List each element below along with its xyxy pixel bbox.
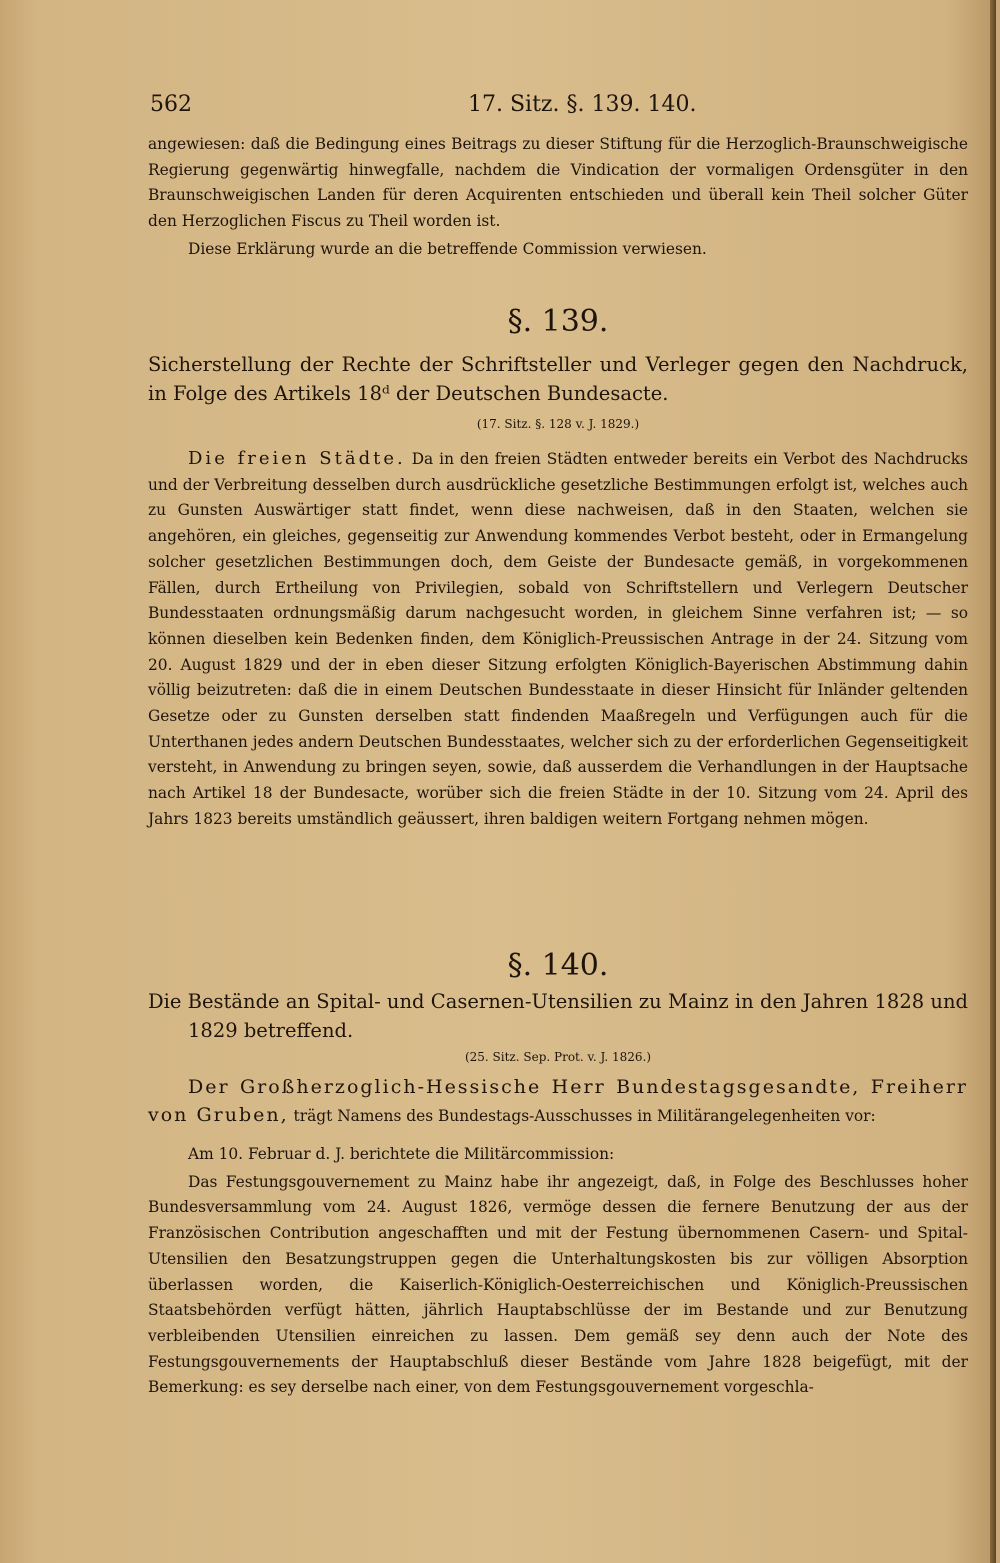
section-139-body-block	[148, 446, 968, 833]
section-140-number: §. 140.	[507, 948, 609, 983]
intro-note: Diese Erklärung wurde an die betreffende Commission verwiesen.	[188, 239, 707, 258]
section-140-reference: (25. Sitz. Sep. Prot. v. J. 1826.)	[464, 1050, 652, 1064]
section-140-title-block	[148, 987, 968, 1045]
intro-paragraph: angewiesen: daß die Bedingung eines Beitrags zu dieser Stiftung für die Herzoglich-Braunschweigische Regierung gegenwärtig hinwegfalle, nachdem die Vindication der vormaligen Ordensgüter in den Braunschweigischen Landen für deren Acquirenten entschieden und überall kein Theil solcher Güter den Herzoglichen Fiscus zu Theil worden ist.	[148, 135, 968, 231]
section-140-body-block	[148, 1074, 968, 1401]
page-edge	[990, 0, 996, 1563]
section-140-intro	[148, 1074, 968, 1130]
section-140-lead: Der Großherzoglich-Hessische Herr Bundestagsgesandte, Freiherr von Gruben,	[148, 1076, 968, 1126]
section-139-lead: Die freien Städte.	[188, 448, 406, 469]
section-139-title: Sicherstellung der Rechte der Schriftsteller und Verleger gegen den Nachdruck, in Folge des Artikels 18ᵈ der Deutschen Bundesacte.	[148, 353, 968, 405]
section-139-body	[148, 446, 968, 833]
intro-block	[148, 132, 968, 263]
section-139-reference: (17. Sitz. §. 128 v. J. 1829.)	[476, 417, 640, 431]
section-140-paragraph-2: Das Festungsgouvernement zu Mainz habe ihr angezeigt, daß, in Folge des Beschlusses hoher Bundesversammlung vom 24. August 1826, vermöge dessen die fernere Benutzung der aus der Französischen Contribution angeschafften und mit der Festung übernommenen Casern- und Spital-Utensilien den Besatzungstruppen gegen die Unterhaltungskosten bis zur völligen Absorption überlassen worden, die Kaiserlich-Königlich-Oesterreichischen und Königlich-Preussischen Staatsbehörden verfügt hätten, jährlich Hauptabschlüsse der im Bestande und zur Benutzung verbleibenden Utensilien einreichen zu lassen. Dem gemäß sey denn auch der Note des Festungsgouvernements der Hauptabschluß dieser Bestände vom Jahre 1828 beigefügt, mit der Bemerkung: es sey derselbe nach einer, von dem Festungsgouvernement vorgeschla-	[148, 1172, 968, 1397]
section-139-title-block	[148, 350, 968, 408]
section-140-title: Die Bestände an Spital- und Casernen-Utensilien zu Mainz in den Jahren 1828 und 1829 betreffend.	[148, 990, 968, 1042]
running-head: 17. Sitz. §. 139. 140.	[468, 92, 697, 117]
page-number: 562	[150, 92, 192, 117]
section-140-paragraph-1: Am 10. Februar d. J. berichtete die Militärcommission:	[188, 1145, 615, 1163]
section-140-lead-rest: trägt Namens des Bundestags-Ausschusses in Militärangelegenheiten vor:	[293, 1107, 876, 1125]
page-header	[150, 92, 750, 120]
section-139-number: §. 139.	[507, 304, 609, 339]
section-139-text: Da in den freien Städten entweder bereits ein Verbot des Nachdrucks und der Verbreitung desselben durch ausdrückliche gesetzliche Bestimmungen erfolgt ist, welches auch zu Gunsten Auswärtiger statt findet, wenn diese nachweisen, daß in den Staaten, welchen sie angehören, ein gleiches, gegenseitig zur Anwendung kommendes Verbot besteht, oder in Ermangelung solcher gesetzlichen Bestimmungen doch, dem Geiste der Bundesacte gemäß, in vorgekommenen Fällen, durch Ertheilung von Privilegien, sobald von Schriftstellern und Verlegern Deutscher Bundesstaaten ordnungsmäßig darum nachgesucht worden, in gleichem Sinne verfahren ist; — so können dieselben kein Bedenken finden, dem Königlich-Preussischen Antrage in der 24. Sitzung vom 20. August 1829 und der in eben dieser Sitzung erfolgten Königlich-Bayerischen Abstimmung dahin völlig beizutreten: daß die in einem Deutschen Bundesstaate in dieser Hinsicht für Inländer geltenden Gesetze oder zu Gunsten derselben statt findenden Maaßregeln und Verfügungen auch für die Unterthanen jedes andern Deutschen Bundesstaates, welcher sich zu der erforderlichen Gegenseitigkeit versteht, in Anwendung zu bringen seyen, sowie, daß ausserdem die Verhandlungen in der Hauptsache nach Artikel 18 der Bundesacte, worüber sich die freien Städte in der 10. Sitzung vom 24. April des Jahrs 1823 bereits umständlich geäussert, ihren baldigen weitern Fortgang nehmen mögen.	[148, 450, 968, 828]
